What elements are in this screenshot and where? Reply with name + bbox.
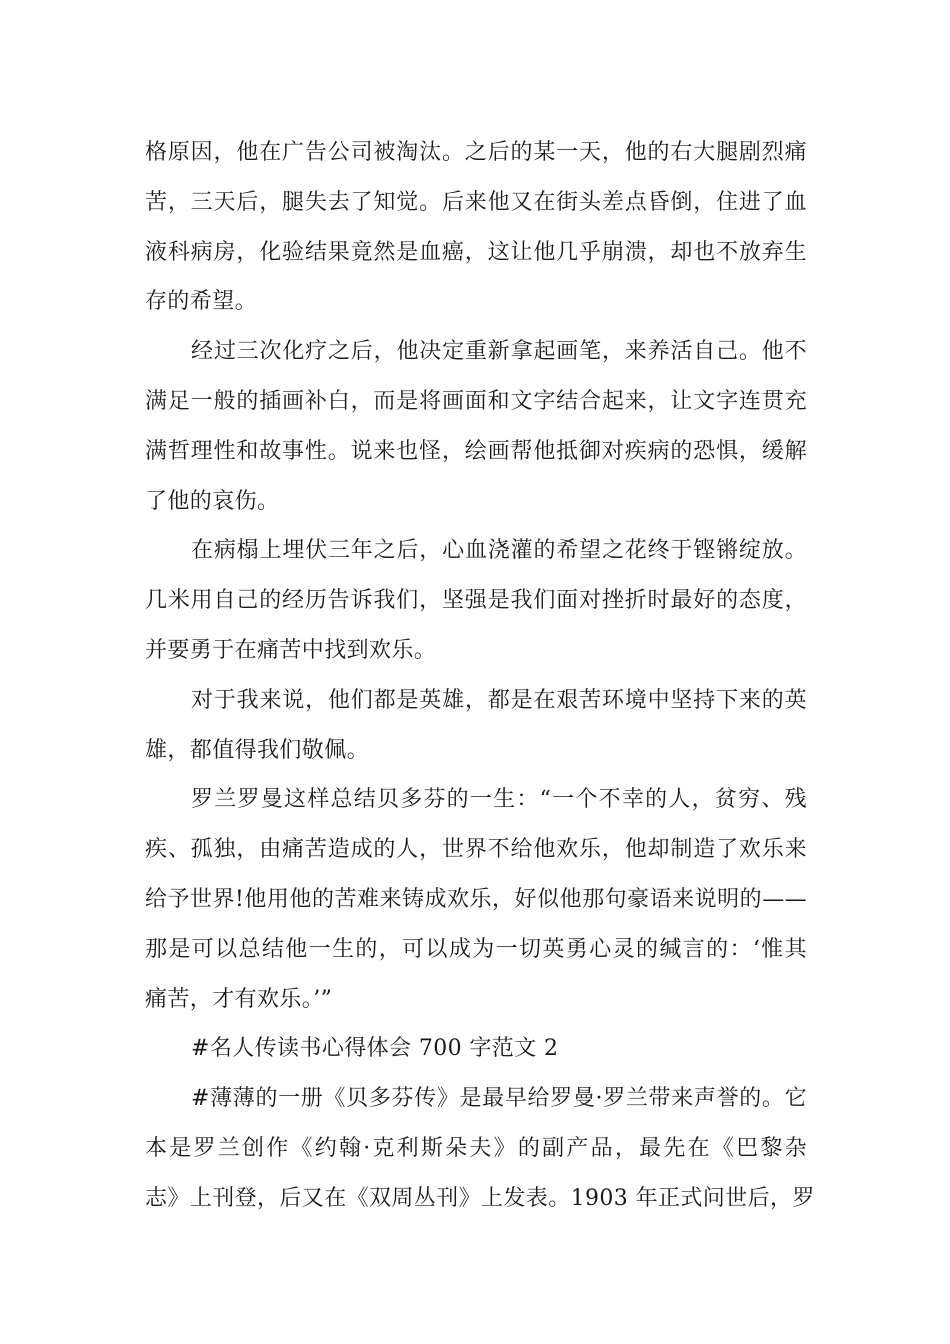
text-line: 志》上刊登，后又在《双周丛刊》上发表。1903 年正式问世后，罗 <box>145 1185 815 1211</box>
text-line: 几米用自己的经历告诉我们，坚强是我们面对挫折时最好的态度， <box>145 588 807 614</box>
text-line: 在病榻上埋伏三年之后，心血浇灌的希望之花终于铿锵绽放。 <box>191 538 807 564</box>
text-line: 满哲理性和故事性。说来也怪，绘画帮他抵御对疾病的恐惧，缓解 <box>145 438 807 464</box>
text-line: 疾、孤独，由痛苦造成的人，世界不给他欢乐，他却制造了欢乐来 <box>145 837 807 863</box>
text-line: 液科病房，化验结果竟然是血癌，这让他几乎崩溃，却也不放弃生 <box>145 239 807 265</box>
paragraph <box>145 676 807 776</box>
text-line: 苦，三天后，腿失去了知觉。后来他又在街头差点昏倒，住进了血 <box>145 189 807 215</box>
text-line: 那是可以总结他一生的，可以成为一切英勇心灵的缄言的：‘惟其 <box>145 936 807 962</box>
text-line: 格原因，他在广告公司被淘汰。之后的某一天，他的右大腿剧烈痛 <box>145 140 807 165</box>
text-line: 经过三次化疗之后，他决定重新拿起画笔，来养活自己。他不 <box>191 339 807 365</box>
text-line: 给予世界!他用他的苦难来铸成欢乐，好似他那句豪语来说明的—— <box>145 886 807 912</box>
document-body <box>145 128 815 1224</box>
text-line: 存的希望。 <box>145 289 258 315</box>
section-heading <box>145 1024 807 1074</box>
paragraph <box>145 775 807 1024</box>
paragraph <box>145 327 807 526</box>
paragraph <box>145 526 807 675</box>
paragraph <box>145 1074 815 1223</box>
text-line: 了他的哀伤。 <box>145 488 280 514</box>
text-line: 并要勇于在痛苦中找到欢乐。 <box>145 637 437 663</box>
text-line: 罗兰罗曼这样总结贝多芬的一生：“一个不幸的人，贫穷、残 <box>191 787 807 813</box>
paragraph <box>145 128 807 327</box>
text-line: 对于我来说，他们都是英雄，都是在艰苦环境中坚持下来的英 <box>191 687 807 713</box>
text-line: #名人传读书心得体会 700 字范文 2 <box>191 1036 559 1062</box>
text-line: 痛苦，才有欢乐。’” <box>145 986 333 1012</box>
text-line: 雄，都值得我们敬佩。 <box>145 737 370 763</box>
text-line: 满足一般的插画补白，而是将画面和文字结合起来，让文字连贯充 <box>145 388 807 414</box>
text-line: #薄薄的一册《贝多芬传》是最早给罗曼·罗兰带来声誉的。它 <box>191 1086 807 1112</box>
text-line: 本是罗兰创作《约翰·克利斯朵夫》的副产品，最先在《巴黎杂 <box>145 1135 807 1161</box>
